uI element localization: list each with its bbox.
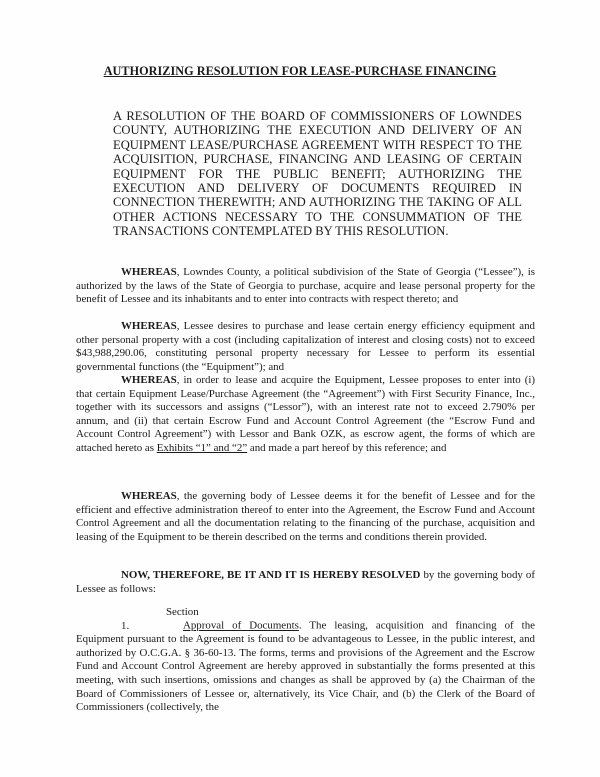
resolved-lead: NOW, THEREFORE, BE IT AND IT IS HEREBY RESOLVED bbox=[121, 569, 421, 581]
whereas-paragraph-2 bbox=[76, 320, 535, 374]
section-text: . The leasing, acquisition and financing of the Equipment pursuant to the Agreement is found to be advantageous to Lessee, in the public interest, and authorized by O.C.G.A. § 36-60-13. The forms, terms and provisions of the Agreement and the Escrow Fund and Account Control Agreement are hereby approved in substantially the forms presented at this meeting, with such insertions, omissions and changes as shall be approved by (a) the Chairman of the Board of Commissioners of Lessee or, alternatively, its Vice Chair, and (b) the Clerk of the Board of Commissioners (collectively, the bbox=[76, 619, 535, 714]
section-1-paragraph bbox=[76, 606, 535, 715]
whereas-paragraph-3 bbox=[76, 374, 535, 456]
whereas-paragraph-1 bbox=[76, 266, 535, 307]
exhibits-reference: Exhibits “1” and “2” bbox=[156, 441, 248, 454]
whereas-lead: WHEREAS bbox=[121, 320, 177, 332]
section-number: Section 1. bbox=[121, 606, 199, 632]
whereas-lead: WHEREAS bbox=[121, 266, 177, 278]
resolution-caption: A RESOLUTION OF THE BOARD OF COMMISSIONERS OF LOWNDES COUNTY, AUTHORIZING THE EXECUTION AND DELIVERY OF AN EQUIPMENT LEASE/PURCHASE AGREEMENT WITH RESPECT TO THE ACQUISITION, PURCHASE, FINANCING AND LEASING OF CERTAIN EQUIPMENT FOR THE PUBLIC BENEFIT; AUTHORIZING THE EXECUTION AND DELIVERY OF DOCUMENTS REQUIRED IN CONNECTION THEREWITH; AND AUTHORIZING THE TAKING OF ALL OTHER ACTIONS NECESSARY TO THE CONSUMMATION OF THE TRANSACTIONS CONTEMPLATED BY THIS RESOLUTION. bbox=[113, 109, 522, 239]
whereas-text: , Lowndes County, a political subdivision of the State of Georgia (“Lessee”), is authorized by the laws of the State of Georgia to purchase, acquire and lease personal property for the benefit of Lessee and its inhabitants and to enter into contracts with respect thereto; and bbox=[76, 266, 535, 306]
whereas-lead: WHEREAS bbox=[121, 374, 177, 386]
resolved-paragraph bbox=[76, 569, 535, 596]
whereas-lead: WHEREAS bbox=[121, 490, 177, 502]
document-title: AUTHORIZING RESOLUTION FOR LEASE-PURCHASE FINANCING bbox=[103, 64, 497, 78]
whereas-text: , the governing body of Lessee deems it for the benefit of Lessee and for the efficient and effective administration thereof to enter into the Agreement, the Escrow Fund and Account Control Agreement and all the documentation relating to the financing of the purchase, acquisition and leasing of the Equipment to be therein described on the terms and conditions therein provided. bbox=[76, 490, 535, 543]
whereas-text: , in order to lease and acquire the Equipment, Lessee proposes to enter into (i) that certain Equipment Lease/Purchase Agreement (the “Agreement”) with First Security Finance, Inc., together with its successors and assigns (“Lessor”), with an interest rate not to exceed 2.790% per annum, and (ii) that certain Escrow Fund and Account Control Agreement (the “Escrow Fund and Account Control Agreement”) with Lessor and Bank OZK, as escrow agent, the forms of which are attached hereto as bbox=[76, 374, 535, 454]
whereas-paragraph-4 bbox=[76, 490, 535, 544]
section-heading: Approval of Documents bbox=[183, 619, 299, 632]
whereas-text: , Lessee desires to purchase and lease certain energy efficiency equipment and other personal property with a cost (including capitalization of interest and closing costs) not to exceed $43,988,290.06, constituting personal property necessary for Lessee to perform its essential governmental functions (the “Equipment”); and bbox=[76, 320, 535, 373]
whereas-text-end: and made a part hereof by this reference; and bbox=[247, 441, 447, 454]
resolved-text: by the governing body of Lessee as follows: bbox=[76, 569, 535, 595]
